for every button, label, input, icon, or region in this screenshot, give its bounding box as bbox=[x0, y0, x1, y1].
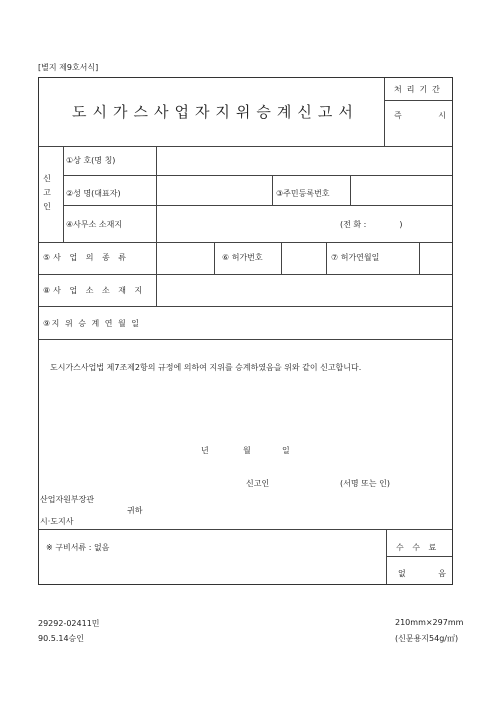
business-location-label: ⑧사 업 소 소 재 지 bbox=[43, 286, 146, 295]
rule bbox=[39, 242, 452, 243]
rule bbox=[39, 306, 452, 307]
name-label: ②성 명(대표자) bbox=[66, 189, 121, 198]
resident-no-label: ③주민등록번호 bbox=[276, 189, 330, 198]
date-day: 일 bbox=[282, 446, 290, 455]
fee-value: 없 음 bbox=[398, 569, 446, 578]
attachments-note: ※ 구비서류 : 없음 bbox=[46, 543, 110, 552]
rule bbox=[384, 78, 385, 146]
form-title: 도시가스사업자지위승계신고서 bbox=[72, 103, 359, 121]
rule bbox=[156, 146, 157, 306]
permit-date-label: ⑦ 허가연월일 bbox=[331, 253, 380, 262]
form-reference: [별지 제9호서식] bbox=[38, 63, 99, 72]
succession-date-label: ⑨지 위 승 계 연 월 일 bbox=[43, 319, 141, 328]
footer-size: 210mm×297mm bbox=[395, 618, 464, 627]
rule bbox=[214, 242, 215, 274]
date-year: 년 bbox=[201, 446, 209, 455]
rule bbox=[63, 205, 452, 206]
phone-label: (전 화 : ) bbox=[340, 220, 403, 229]
processing-label: 처리기간 bbox=[394, 85, 445, 94]
rule bbox=[386, 529, 387, 584]
business-type-label: ⑤사 업 의 종 류 bbox=[43, 253, 129, 262]
rule bbox=[39, 529, 452, 530]
rule bbox=[384, 100, 452, 101]
rule bbox=[386, 556, 452, 557]
rule bbox=[63, 175, 452, 176]
statement-text: 도시가스사업법 제7조제2항의 규정에 의하여 지위를 승계하였음을 위와 같이 신고합니다. bbox=[50, 363, 362, 372]
office-address-label: ④사무소 소재지 bbox=[66, 220, 123, 229]
rule bbox=[350, 175, 351, 205]
recipient-honorific: 귀하 bbox=[127, 506, 143, 515]
rule bbox=[419, 242, 420, 274]
footer-paper: (신문용지54g/㎡) bbox=[395, 634, 459, 643]
footer-approval: 90.5.14승인 bbox=[38, 634, 84, 643]
fee-label: 수 수 료 bbox=[396, 543, 440, 552]
processing-value: 즉 시 bbox=[394, 111, 446, 120]
rule bbox=[326, 242, 327, 274]
recipient-line1: 산업자원부장관 bbox=[40, 495, 95, 504]
rule bbox=[63, 146, 64, 242]
rule bbox=[39, 339, 452, 340]
rule bbox=[281, 242, 282, 274]
rule bbox=[39, 274, 452, 275]
date-month: 월 bbox=[243, 446, 251, 455]
applicant-group-label: 신고인 bbox=[43, 174, 51, 211]
report-form bbox=[38, 77, 453, 585]
signature-note: (서명 또는 인) bbox=[340, 479, 390, 488]
trade-name-label: ①상 호(명 칭) bbox=[66, 156, 116, 165]
signer-label: 신고인 bbox=[246, 479, 270, 488]
rule bbox=[272, 175, 273, 205]
rule bbox=[39, 146, 452, 147]
permit-no-label: ⑥ 허가번호 bbox=[222, 253, 263, 262]
recipient-line2: 시·도지사 bbox=[40, 517, 74, 526]
footer-code: 29292-02411민 bbox=[38, 619, 100, 628]
